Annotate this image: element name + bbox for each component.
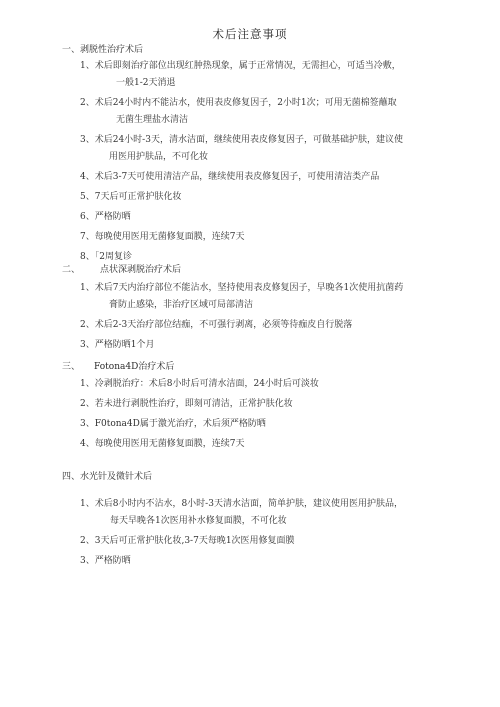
list-item-number: 1、 bbox=[80, 283, 95, 293]
list-item-text: 严格防晒1个月 bbox=[94, 340, 155, 350]
list-item-number: 1、 bbox=[80, 61, 95, 71]
list-item bbox=[80, 132, 403, 149]
list-item-number: 2、 bbox=[80, 536, 95, 546]
list-item-text: 严格防晒 bbox=[94, 212, 131, 222]
section-heading-text: 水光针及微针术后 bbox=[80, 472, 153, 482]
section-heading bbox=[62, 262, 181, 275]
list-item bbox=[80, 209, 131, 226]
list-item-text: 3天后可正常护肤化妆,3-7天每晚1次医用修复面膜 bbox=[94, 536, 295, 546]
list-item-text: 术后8小时内不沾水，8小时-3天清水洁面，简单护肤，建议使用医用护肤品， bbox=[94, 499, 403, 509]
list-item bbox=[80, 337, 154, 354]
list-item bbox=[80, 229, 244, 246]
list-item-text: 每晚使用医用无菌修复面膜，连续7天 bbox=[94, 439, 245, 449]
list-item bbox=[80, 169, 379, 186]
list-item-text: 若未进行剥脱性治疗，即刻可清洁，正常护肤化妆 bbox=[94, 399, 293, 409]
list-item-number: 4、 bbox=[80, 439, 95, 449]
list-item-number: 8、 bbox=[80, 252, 95, 262]
section-number: 三、 bbox=[62, 362, 81, 372]
list-item-text: 7天后可正常护肤化妆 bbox=[94, 192, 182, 202]
list-item bbox=[80, 436, 244, 453]
list-item-number: 2、 bbox=[80, 320, 95, 330]
list-item bbox=[80, 533, 295, 550]
list-item-number: 2、 bbox=[80, 399, 95, 409]
list-item bbox=[80, 189, 181, 206]
list-item bbox=[80, 553, 131, 570]
list-item bbox=[80, 376, 319, 393]
list-item-continuation: 膏防止感染，非治疗区域可局部清洁 bbox=[109, 300, 254, 310]
list-item-text: 「2周复诊 bbox=[94, 252, 132, 262]
list-item bbox=[80, 58, 401, 75]
list-item-number: 7、 bbox=[80, 232, 95, 242]
list-item-text: 术后即刻治疗部位出现红肿热现象，属于正常情况，无需担心，可适当冷敷， bbox=[94, 61, 401, 71]
section-number: 二、 bbox=[62, 265, 81, 275]
list-item-text: 术后3-7天可使用清洁产品，继续使用表皮修复因子，可使用清洁类产品 bbox=[94, 172, 380, 182]
section-heading-text: Fotona4D治疗术后 bbox=[94, 362, 175, 372]
section-number: 四、 bbox=[62, 472, 81, 482]
list-item bbox=[80, 496, 403, 513]
section-heading-text: 点状深剥脱治疗术后 bbox=[100, 265, 182, 275]
page-title: 术后注意事项 bbox=[212, 27, 288, 41]
list-item-continuation: 每天早晚各1次医用补水修复面膜，不可化妆 bbox=[110, 516, 287, 526]
section-heading bbox=[62, 469, 152, 482]
list-item-number: 3、 bbox=[80, 556, 95, 566]
list-item-number: 4、 bbox=[80, 172, 95, 182]
list-item-text: 术后24小时-3天，清水洁面，继续使用表皮修复因子，可做基础护肤，建议使 bbox=[94, 135, 403, 145]
list-item-text: 冷剥脱治疗：术后8小时后可清水洁面，24小时后可淡妆 bbox=[94, 379, 319, 389]
list-item-continuation: 用医用护肤品，不可化妆 bbox=[109, 152, 209, 162]
list-item-text: 术后24小时内不能沾水，使用表皮修复因子，2小时1次；可用无菌棉签蘸取 bbox=[94, 98, 397, 108]
list-item-number: 5、 bbox=[80, 192, 95, 202]
list-item-continuation: 一般1-2天消退 bbox=[116, 78, 176, 88]
section-heading-text: 剥脱性治疗术后 bbox=[80, 45, 144, 55]
list-item-text: 术后7天内治疗部位不能沾水，坚持使用表皮修复因子，早晚各1次使用抗菌药 bbox=[94, 283, 404, 293]
section-number: 一、 bbox=[62, 45, 81, 55]
list-item-text: F0tona4D属于激光治疗，术后须严格防晒 bbox=[94, 419, 266, 429]
list-item-number: 2、 bbox=[80, 98, 95, 108]
list-item bbox=[80, 280, 403, 297]
list-item-number: 6、 bbox=[80, 212, 95, 222]
list-item-continuation: 无菌生理盐水清洁 bbox=[116, 115, 189, 125]
list-item bbox=[80, 95, 397, 112]
list-item-number: 1、 bbox=[80, 499, 95, 509]
list-item-number: 3、 bbox=[80, 419, 95, 429]
list-item-text: 术后2-3天治疗部位结痂，不可强行剥离，必须等待痂皮自行脱落 bbox=[94, 320, 353, 330]
list-item-number: 1、 bbox=[80, 379, 95, 389]
list-item-number: 3、 bbox=[80, 135, 95, 145]
list-item-text: 每晚使用医用无菌修复面膜，连续7天 bbox=[94, 232, 245, 242]
list-item-number: 3、 bbox=[80, 340, 95, 350]
list-item bbox=[80, 416, 266, 433]
list-item bbox=[80, 396, 293, 413]
section-heading bbox=[62, 359, 174, 372]
section-heading bbox=[62, 42, 143, 55]
list-item-text: 严格防晒 bbox=[94, 556, 131, 566]
list-item bbox=[80, 317, 352, 334]
